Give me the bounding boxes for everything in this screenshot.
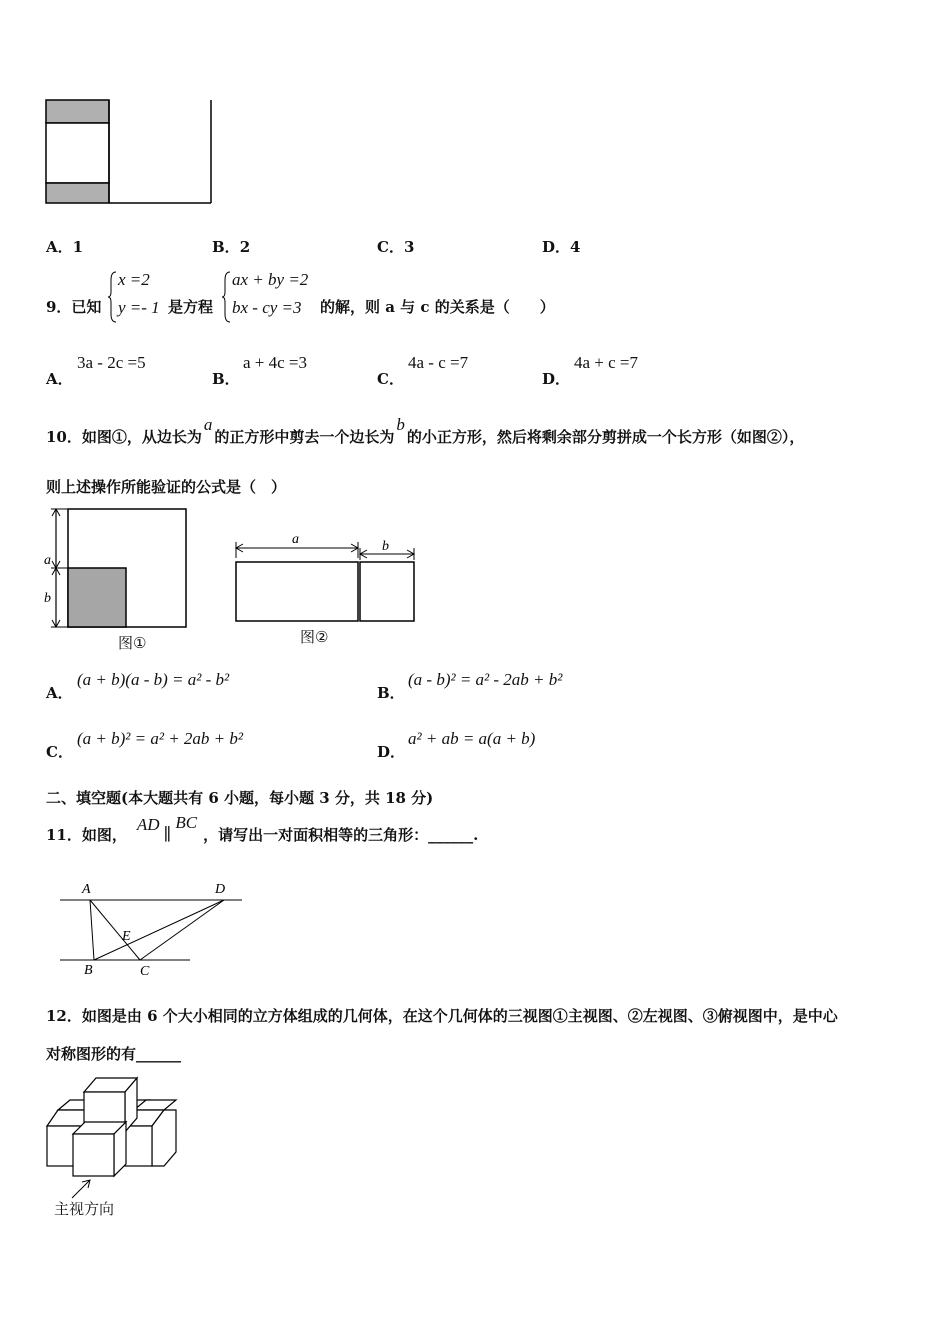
q9-option-a-letter[interactable]: A． — [46, 370, 73, 388]
q9-option-d-text[interactable]: 4a + c =7 — [574, 353, 639, 372]
q9-option-d-letter[interactable]: D． — [542, 370, 571, 388]
q10-option-a-letter[interactable]: A． — [46, 684, 73, 702]
q10-option-b-letter[interactable]: B． — [377, 684, 405, 702]
q9-option-c-text[interactable]: 4a - c =7 — [408, 353, 469, 372]
q9-number: 9．已知 — [46, 298, 102, 316]
q9-tail-text: 的解，则 a 与 c 的关系是（ ） — [320, 298, 555, 316]
q11-figure — [52, 878, 247, 978]
q8-figure — [44, 98, 214, 206]
q11-parallel: ∥ — [163, 825, 172, 844]
q10-option-c-letter[interactable]: C． — [46, 743, 73, 761]
q11-bc: BC — [175, 813, 198, 832]
q12-direction-label: 主视方向 — [54, 1200, 115, 1218]
q9-mid-text: 是方程 — [168, 298, 214, 316]
q8-option-b[interactable]: B．2 — [212, 238, 251, 256]
q9-option-b-letter[interactable]: B． — [212, 370, 240, 388]
section-2-heading: 二、填空题(本大题共有 6 小题，每小题 3 分，共 18 分) — [46, 789, 434, 807]
q8-option-d[interactable]: D．4 — [542, 238, 581, 256]
q11-point-b: B — [84, 963, 93, 978]
q12-cube-figure — [42, 1070, 187, 1218]
q12-line2: 对称图形的有______ — [46, 1045, 182, 1063]
q10-line2: 则上述操作所能验证的公式是（ ） — [46, 478, 287, 496]
q11-point-e: E — [122, 929, 131, 944]
fig1-label-b: b — [44, 591, 51, 606]
q12-line1: 12．如图是由 6 个大小相同的立方体组成的几何体，在这个几何体的三视图①主视图、②左视图、③俯视图中，是中心 — [46, 1007, 838, 1025]
fig2-label-a: a — [292, 532, 299, 547]
fig2-label-b: b — [382, 539, 389, 554]
q10-fig1-caption: 图① — [118, 634, 147, 652]
q10-line1: 10．如图①，从边长为a的正方形中剪去一个边长为b的小正方形，然后将剩余部分剪拼成一个长方形（如图②）， — [46, 415, 805, 446]
q10-var-a: a — [203, 415, 213, 434]
q8-option-a[interactable]: A．1 — [46, 238, 84, 256]
q11-ad: AD — [136, 815, 160, 834]
q9-system-1: x =2 y =- 1 — [108, 270, 168, 324]
q11-point-a: A — [82, 882, 91, 897]
q9-system-2: ax + by =2 bx - cy =3 — [222, 270, 322, 324]
q10-figure-1 — [42, 504, 192, 652]
q9-option-a-text[interactable]: 3a - 2c =5 — [77, 353, 146, 372]
fig1-label-a: a — [44, 553, 51, 568]
q10-var-b: b — [396, 415, 405, 434]
q10-option-d-text[interactable]: a² + ab = a(a + b) — [408, 729, 536, 748]
q9-option-c-letter[interactable]: C． — [377, 370, 404, 388]
q10-option-a-text[interactable]: (a + b)(a - b) = a² - b² — [77, 670, 230, 689]
q10-option-b-text[interactable]: (a - b)² = a² - 2ab + b² — [408, 670, 563, 689]
q8-option-c[interactable]: C．3 — [377, 238, 415, 256]
q10-option-d-letter[interactable]: D． — [377, 743, 406, 761]
q10-option-c-text[interactable]: (a + b)² = a² + 2ab + b² — [77, 729, 243, 748]
q9-option-b-text[interactable]: a + 4c =3 — [243, 353, 308, 372]
q11-text: 11．如图，AD∥BC，请写出一对面积相等的三角形：______. — [46, 813, 479, 844]
q11-point-c: C — [140, 964, 150, 978]
q11-point-d: D — [215, 882, 226, 897]
q10-fig2-caption: 图② — [300, 628, 329, 646]
q10-figure-2 — [228, 528, 424, 628]
